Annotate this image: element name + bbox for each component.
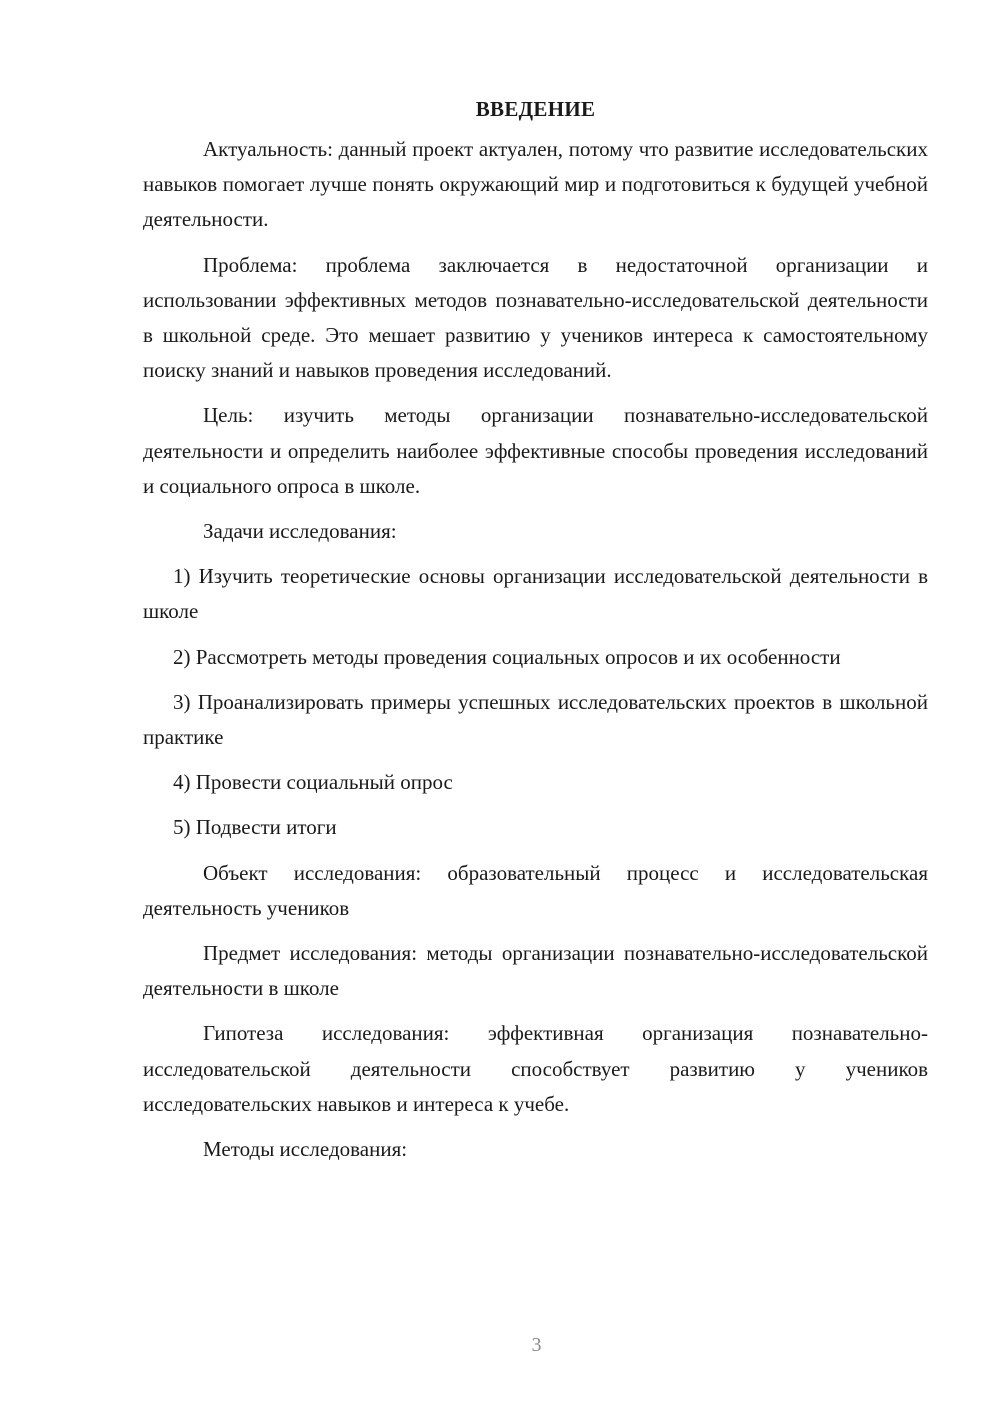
document-page [143, 92, 928, 1177]
goal-paragraph: Цель: изучить методы организации познавательно-исследовательской деятельности и определить наиболее эффективные способы проведения исследований и социального опроса в школе. [143, 403, 928, 498]
task-item-5: 5) Подвести итоги [173, 815, 337, 840]
task-item-4: 4) Провести социальный опрос [173, 770, 453, 795]
relevance-paragraph: Актуальность: данный проект актуален, потому что развитие исследовательских навыков помогает лучше понять окружающий мир и подготовиться к будущей учебной деятельности. [143, 137, 928, 232]
section-heading: ВВЕДЕНИЕ [475, 97, 596, 121]
tasks-heading: Задачи исследования: [203, 519, 397, 544]
hypothesis-paragraph: Гипотеза исследования: эффективная организация познавательно-исследовательской деятельности способствует развитию у учеников исследовательских навыков и интереса к учебе. [143, 1021, 928, 1116]
page-number: 3 [531, 1334, 542, 1356]
object-paragraph: Объект исследования: образовательный процесс и исследовательская деятельность учеников [143, 860, 928, 920]
problem-paragraph: Проблема: проблема заключается в недостаточной организации и использовании эффективных методов познавательно-исследовательской деятельности в школьной среде. Это мешает развитию у учеников интереса к самостоятельному поиску знаний и навыков проведения исследований. [143, 252, 928, 383]
subject-paragraph: Предмет исследования: методы организации познавательно-исследовательской деятельности в школе [143, 941, 928, 1001]
methods-paragraph: Методы исследования: [203, 1137, 408, 1162]
task-item-1: 1) Изучить теоретические основы организации исследовательской деятельности в школе [143, 564, 928, 624]
task-item-3: 3) Проанализировать примеры успешных исследовательских проектов в школьной практике [143, 689, 928, 750]
task-item-2: 2) Рассмотреть методы проведения социальных опросов и их особенности [173, 644, 841, 669]
